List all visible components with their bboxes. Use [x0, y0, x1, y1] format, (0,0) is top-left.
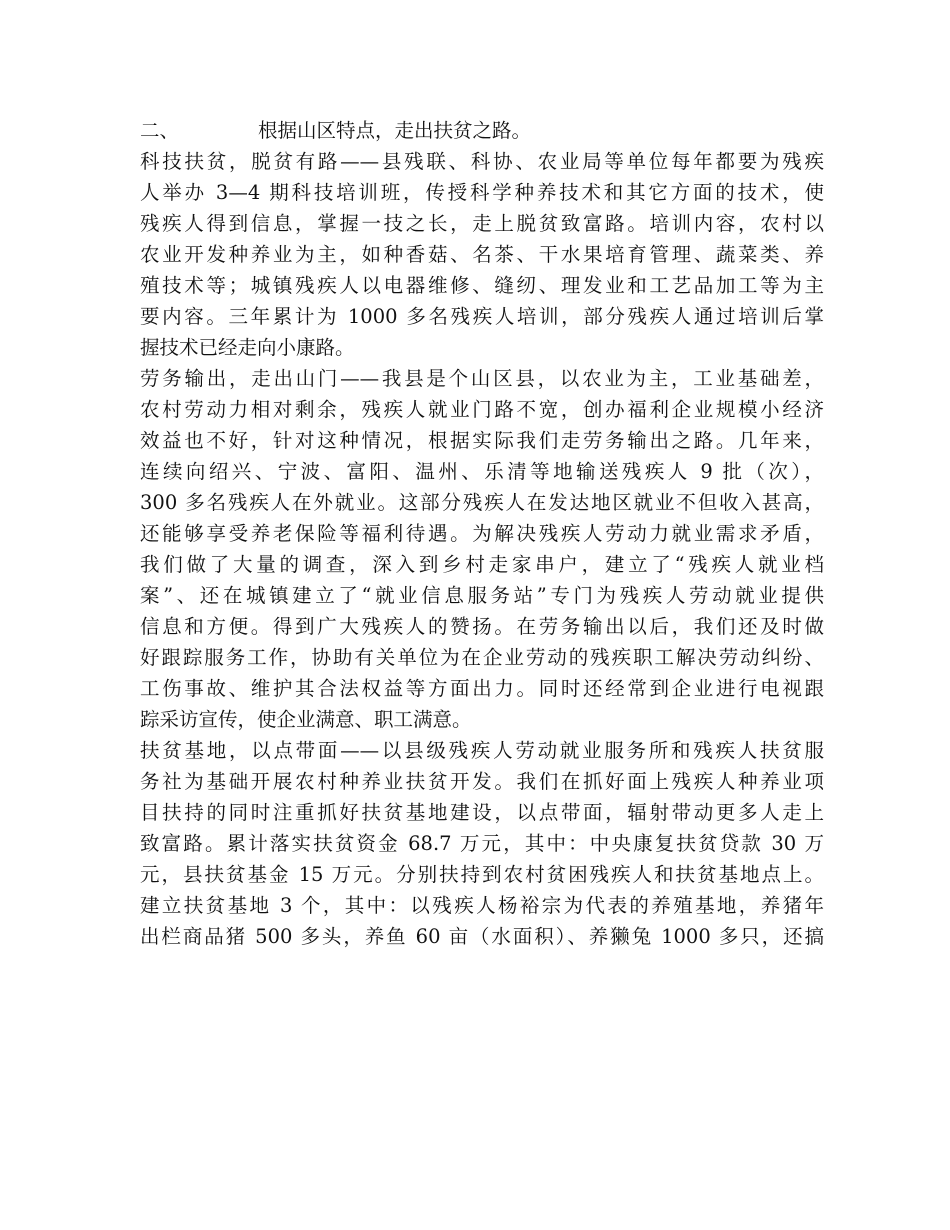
paragraph-line: 建立扶贫基地 3 个，其中：以残疾人杨裕宗为代表的养殖基地，养猪年 — [140, 894, 824, 917]
paragraph-line: 效益也不好，针对这种情况，根据实际我们走劳务输出之路。几年来， — [140, 429, 824, 452]
paragraph-line: 出栏商品猪 500 多头，养鱼 60 亩（水面积）、养獭兔 1000 多只，还搞 — [140, 925, 824, 948]
paragraph-line: 目扶持的同时注重抓好扶贫基地建设，以点带面，辐射带动更多人走上 — [140, 801, 824, 824]
section-title: 根据山区特点，走出扶贫之路。 — [258, 119, 532, 142]
paragraph-line: 殖技术等；城镇残疾人以电器维修、缝纫、理发业和工艺品加工等为主 — [140, 274, 824, 297]
paragraph-line: 要内容。三年累计为 1000 多名残疾人培训，部分残疾人通过培训后掌 — [140, 305, 824, 328]
section-heading — [140, 115, 824, 146]
document-body — [140, 115, 824, 952]
paragraph-line: 踪采访宣传，使企业满意、职工满意。 — [140, 708, 472, 731]
paragraph-line: 还能够享受养老保险等福利待遇。为解决残疾人劳动力就业需求矛盾， — [140, 522, 824, 545]
paragraph-line: 残疾人得到信息，掌握一技之长，走上脱贫致富路。培训内容，农村以 — [140, 212, 824, 235]
paragraph-line: 元，县扶贫基金 15 万元。分别扶持到农村贫困残疾人和扶贫基地点上。 — [140, 863, 824, 886]
paragraph-line: 300 多名残疾人在外就业。这部分残疾人在发达地区就业不但收入甚高， — [140, 491, 824, 514]
section-number: 二、 — [140, 119, 180, 142]
paragraph-line: 信息和方便。得到广大残疾人的赞扬。在劳务输出以后，我们还及时做 — [140, 615, 824, 638]
paragraph-line: 案”、还在城镇建立了“就业信息服务站”专门为残疾人劳动就业提供 — [140, 584, 824, 607]
paragraph-line: 农业开发种养业为主，如种香菇、名茶、干水果培育管理、蔬菜类、养 — [140, 243, 824, 266]
paragraph-line: 连续向绍兴、宁波、富阳、温州、乐清等地输送残疾人 9 批（次）， — [140, 460, 824, 483]
paragraph-line: 工伤事故、维护其合法权益等方面出力。同时还经常到企业进行电视跟 — [140, 677, 824, 700]
paragraph-line: 农村劳动力相对剩余，残疾人就业门路不宽，创办福利企业规模小经济 — [140, 398, 824, 421]
paragraph-line: 务社为基础开展农村种养业扶贫开发。我们在抓好面上残疾人种养业项 — [140, 770, 824, 793]
paragraph-line: 人举办 3—4 期科技培训班，传授科学种养技术和其它方面的技术，使 — [140, 181, 824, 204]
paragraph-line: 好跟踪服务工作，协助有关单位为在企业劳动的残疾职工解决劳动纠纷、 — [140, 646, 824, 669]
paragraph-line: 致富路。累计落实扶贫资金 68.7 万元，其中：中央康复扶贫贷款 30 万 — [140, 832, 824, 855]
paragraph-line: 我们做了大量的调查，深入到乡村走家串户，建立了“残疾人就业档 — [140, 553, 824, 576]
paragraph-line: 科技扶贫，脱贫有路——县残联、科协、农业局等单位每年都要为残疾 — [140, 150, 824, 173]
paragraph-line: 扶贫基地，以点带面——以县级残疾人劳动就业服务所和残疾人扶贫服 — [140, 739, 824, 762]
paragraph-line: 握技术已经走向小康路。 — [140, 336, 355, 359]
paragraph-line: 劳务输出，走出山门——我县是个山区县，以农业为主，工业基础差， — [140, 367, 824, 390]
